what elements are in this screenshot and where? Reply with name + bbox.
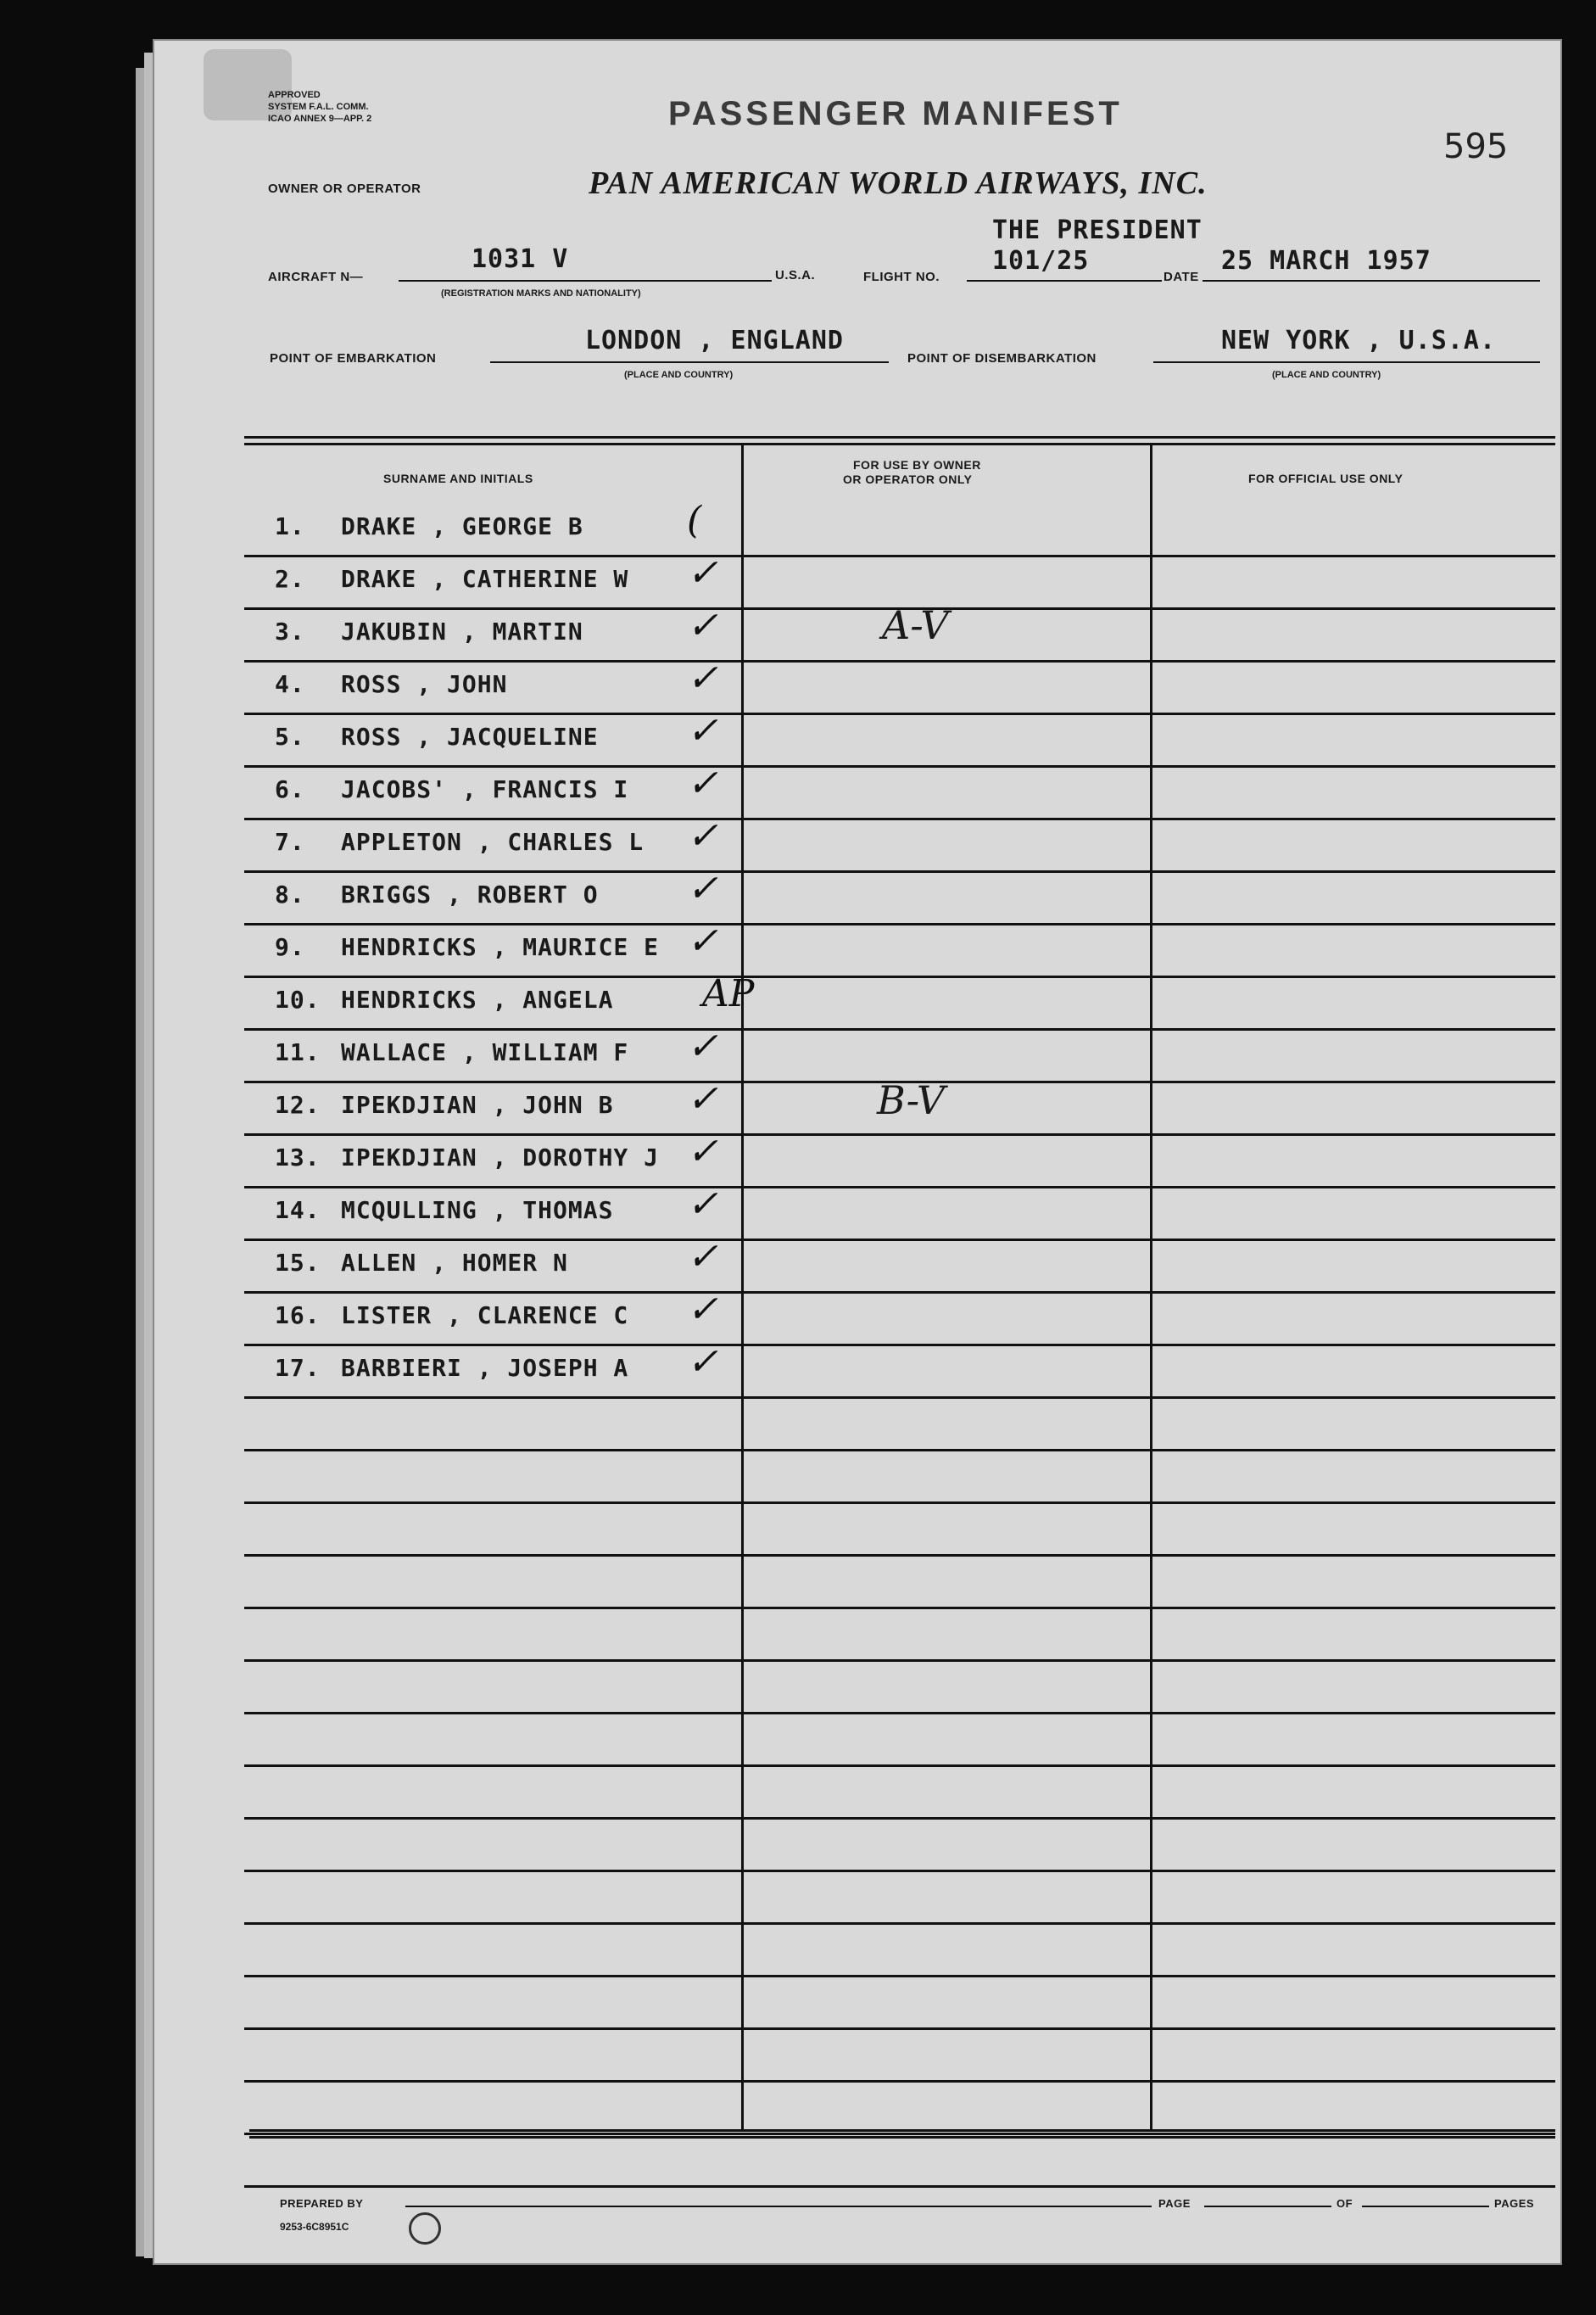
check-mark-icon: ✓ bbox=[687, 657, 718, 700]
row-rule bbox=[244, 2185, 1555, 2188]
of-label: OF bbox=[1337, 2197, 1353, 2210]
embark-place-caption: (PLACE AND COUNTRY) bbox=[624, 370, 734, 380]
passenger-number: 8. bbox=[275, 881, 305, 909]
row-rule bbox=[244, 870, 1555, 873]
passenger-number: 15. bbox=[275, 1249, 321, 1277]
row-rule bbox=[244, 660, 1555, 663]
flight-date: 25 MARCH 1957 bbox=[1221, 246, 1431, 276]
row-rule bbox=[244, 1028, 1555, 1031]
check-mark-icon: ✓ bbox=[687, 1077, 718, 1121]
approval-line-2: SYSTEM F.A.L. COMM. bbox=[268, 102, 369, 112]
row-rule bbox=[244, 2027, 1555, 2030]
flight-name: THE PRESIDENT bbox=[992, 215, 1203, 245]
check-mark-icon: ✓ bbox=[687, 1025, 718, 1068]
passenger-name: ROSS , JOHN bbox=[341, 670, 508, 698]
page-title: PASSENGER MANIFEST bbox=[668, 95, 1123, 132]
approval-line-3: ICAO ANNEX 9—APP. 2 bbox=[268, 114, 372, 124]
disembarkation-value: NEW YORK , U.S.A. bbox=[1221, 326, 1497, 355]
registration-caption: (REGISTRATION MARKS AND NATIONALITY) bbox=[441, 288, 641, 299]
row-rule bbox=[244, 1870, 1555, 1872]
row-rule bbox=[244, 923, 1555, 925]
owner-column-header-1: FOR USE BY OWNER bbox=[853, 458, 981, 472]
passenger-name: ALLEN , HOMER N bbox=[341, 1249, 568, 1277]
union-seal-icon bbox=[409, 2212, 441, 2245]
passenger-name: JAKUBIN , MARTIN bbox=[341, 618, 583, 646]
passenger-number: 3. bbox=[275, 618, 305, 646]
flight-number: 101/25 bbox=[992, 246, 1090, 276]
check-mark-icon: ✓ bbox=[687, 1288, 718, 1331]
disembarkation-label: POINT OF DISEMBARKATION bbox=[907, 351, 1097, 366]
row-rule bbox=[244, 1291, 1555, 1294]
row-rule bbox=[244, 1186, 1555, 1188]
row-rule bbox=[244, 1817, 1555, 1820]
passenger-name: JACOBS' , FRANCIS I bbox=[341, 775, 629, 803]
passenger-number: 11. bbox=[275, 1038, 321, 1066]
passenger-number: 16. bbox=[275, 1301, 321, 1329]
row-rule bbox=[244, 1344, 1555, 1346]
passenger-name: BARBIERI , JOSEPH A bbox=[341, 1354, 629, 1382]
row-rule bbox=[244, 818, 1555, 820]
ap-mark: AP bbox=[702, 972, 755, 1015]
check-mark-icon: ✓ bbox=[687, 867, 718, 910]
passenger-name: APPLETON , CHARLES L bbox=[341, 828, 645, 856]
passenger-number: 6. bbox=[275, 775, 305, 803]
passenger-name: DRAKE , CATHERINE W bbox=[341, 565, 629, 593]
passenger-name: DRAKE , GEORGE B bbox=[341, 512, 583, 540]
passenger-number: 2. bbox=[275, 565, 305, 593]
row-rule bbox=[244, 555, 1555, 557]
passenger-name: LISTER , CLARENCE C bbox=[341, 1301, 629, 1329]
owner-column-header-2: OR OPERATOR ONLY bbox=[843, 473, 973, 486]
date-label: DATE bbox=[1164, 270, 1199, 284]
row-rule bbox=[244, 1922, 1555, 1925]
passenger-number: 13. bbox=[275, 1144, 321, 1171]
row-rule bbox=[244, 1607, 1555, 1609]
pages-label: PAGES bbox=[1494, 2197, 1535, 2210]
surname-column-header: SURNAME AND INITIALS bbox=[383, 472, 533, 485]
row-rule bbox=[244, 713, 1555, 715]
check-mark-icon: ✓ bbox=[687, 1130, 718, 1173]
passenger-name: MCQULLING , THOMAS bbox=[341, 1196, 614, 1224]
form-number: 9253-6C8951C bbox=[280, 2221, 349, 2233]
passenger-name: HENDRICKS , ANGELA bbox=[341, 986, 614, 1014]
passenger-number: 4. bbox=[275, 670, 305, 698]
passenger-name: BRIGGS , ROBERT O bbox=[341, 881, 599, 909]
passenger-name: WALLACE , WILLIAM F bbox=[341, 1038, 629, 1066]
row-rule bbox=[244, 2133, 1555, 2135]
check-mark-icon: ✓ bbox=[687, 551, 718, 595]
row-rule bbox=[244, 1239, 1555, 1241]
check-mark-icon: ✓ bbox=[687, 762, 718, 805]
passenger-name: IPEKDJIAN , DOROTHY J bbox=[341, 1144, 660, 1171]
row-rule bbox=[244, 1501, 1555, 1504]
passenger-number: 10. bbox=[275, 986, 321, 1014]
check-mark-icon: ( bbox=[687, 499, 702, 542]
check-mark-icon: ✓ bbox=[687, 1235, 718, 1278]
row-rule bbox=[244, 1449, 1555, 1451]
row-rule bbox=[244, 976, 1555, 978]
owner-note-b: B-V bbox=[877, 1077, 946, 1123]
row-rule bbox=[244, 2080, 1555, 2083]
passenger-number: 7. bbox=[275, 828, 305, 856]
airline-name: PAN AMERICAN WORLD AIRWAYS, INC. bbox=[589, 165, 1208, 201]
row-rule bbox=[244, 1764, 1555, 1767]
official-column-header: FOR OFFICIAL USE ONLY bbox=[1248, 472, 1403, 485]
usa-label: U.S.A. bbox=[775, 268, 816, 282]
prepared-by-label: PREPARED BY bbox=[280, 2197, 364, 2210]
passenger-name: ROSS , JACQUELINE bbox=[341, 723, 599, 751]
owner-note-a: A-V bbox=[882, 602, 949, 648]
row-rule bbox=[244, 1712, 1555, 1714]
passenger-number: 14. bbox=[275, 1196, 321, 1224]
approval-line-1: APPROVED bbox=[268, 90, 321, 100]
embarkation-value: LONDON , ENGLAND bbox=[585, 326, 844, 355]
owner-label: OWNER OR OPERATOR bbox=[268, 182, 421, 196]
passenger-name: IPEKDJIAN , JOHN B bbox=[341, 1091, 614, 1119]
check-mark-icon: ✓ bbox=[687, 1183, 718, 1226]
passenger-name: HENDRICKS , MAURICE E bbox=[341, 933, 660, 961]
passenger-number: 5. bbox=[275, 723, 305, 751]
row-rule bbox=[244, 1133, 1555, 1136]
row-rule bbox=[244, 1554, 1555, 1557]
flight-label: FLIGHT NO. bbox=[863, 270, 940, 284]
check-mark-icon: ✓ bbox=[687, 814, 718, 858]
passenger-number: 17. bbox=[275, 1354, 321, 1382]
page-label: PAGE bbox=[1158, 2197, 1191, 2210]
check-mark-icon: ✓ bbox=[687, 920, 718, 963]
row-rule bbox=[244, 1659, 1555, 1662]
passenger-number: 1. bbox=[275, 512, 305, 540]
row-rule bbox=[244, 765, 1555, 768]
check-mark-icon: ✓ bbox=[687, 604, 718, 647]
passenger-number: 9. bbox=[275, 933, 305, 961]
aircraft-label: AIRCRAFT N— bbox=[268, 270, 364, 284]
page-number: 595 bbox=[1443, 127, 1509, 166]
aircraft-number: 1031 V bbox=[472, 244, 569, 274]
disembark-place-caption: (PLACE AND COUNTRY) bbox=[1272, 370, 1381, 380]
check-mark-icon: ✓ bbox=[687, 1340, 718, 1384]
passenger-number: 12. bbox=[275, 1091, 321, 1119]
row-rule bbox=[244, 1975, 1555, 1977]
embarkation-label: POINT OF EMBARKATION bbox=[270, 351, 437, 366]
row-rule bbox=[244, 1396, 1555, 1399]
check-mark-icon: ✓ bbox=[687, 709, 718, 752]
